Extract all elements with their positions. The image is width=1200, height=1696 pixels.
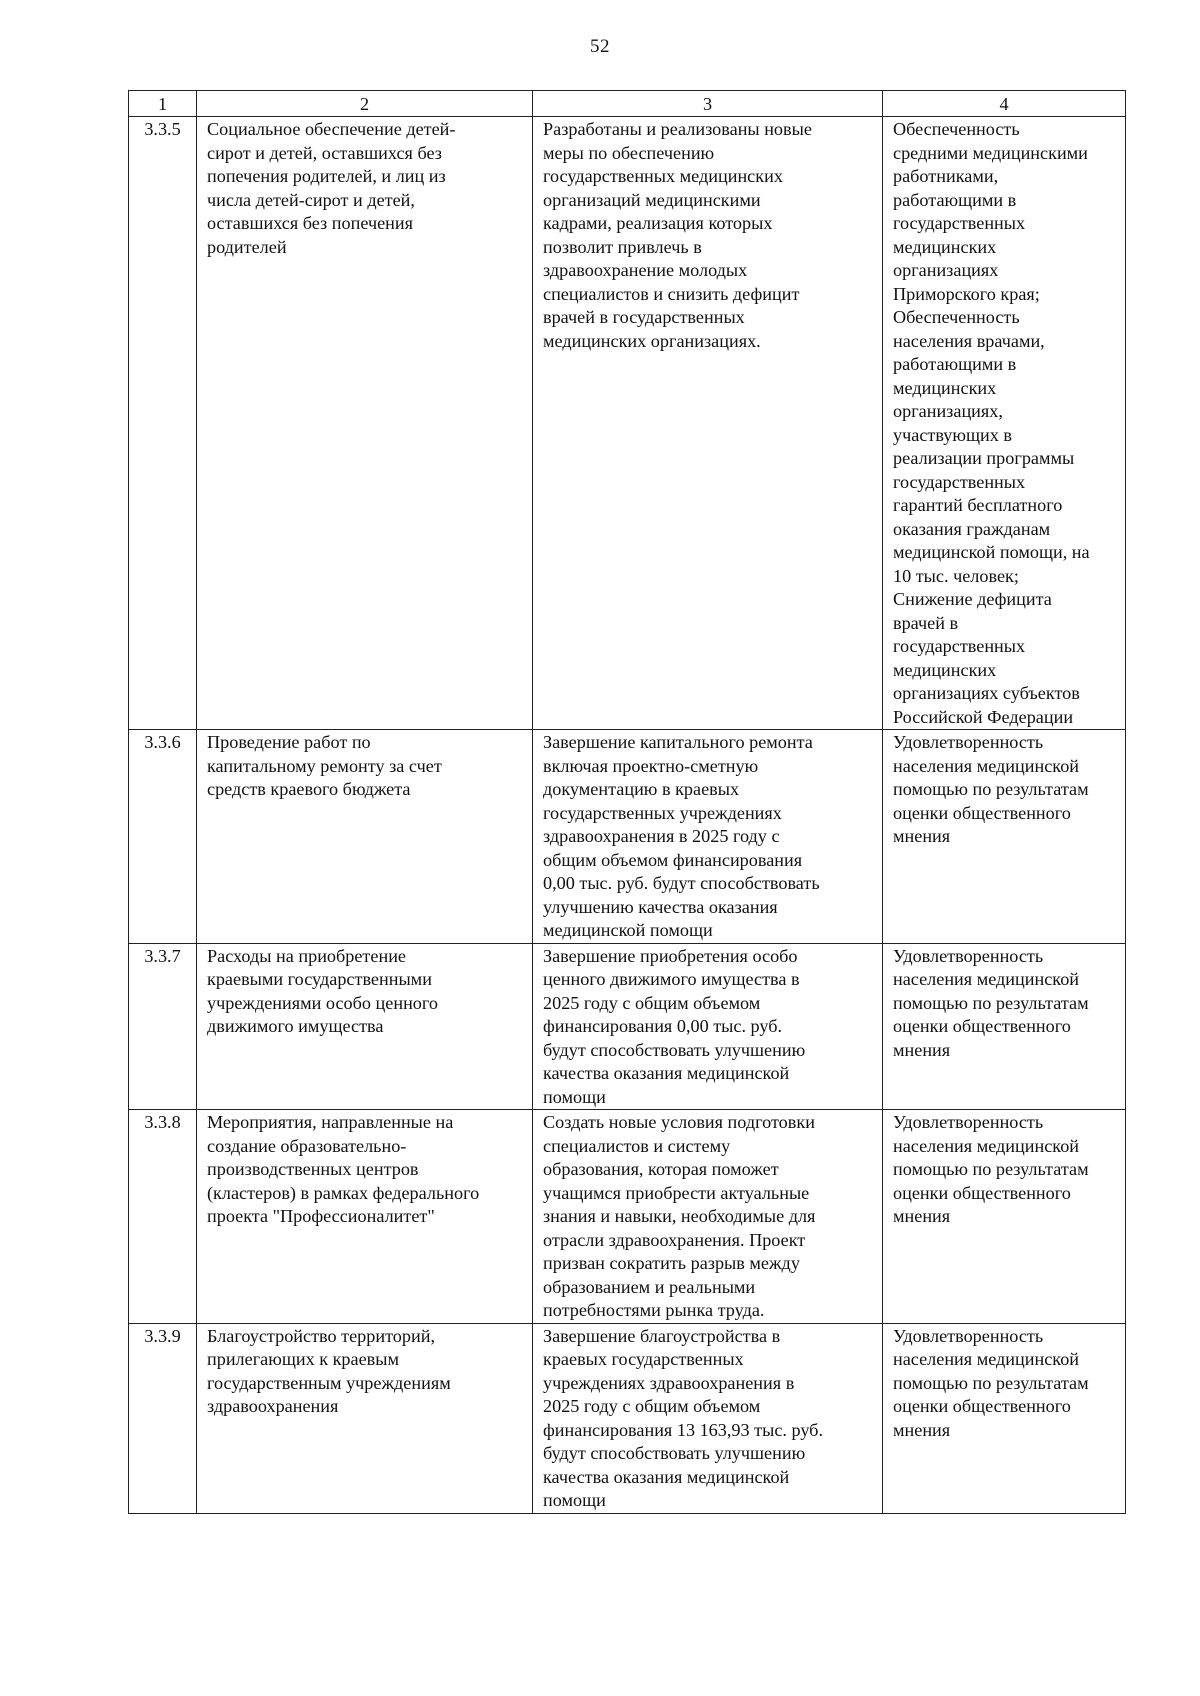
indicator: Удовлетворенность населения медицинской помощью по результатам оценки общественного мнения — [883, 1110, 1126, 1324]
table-row — [129, 117, 1126, 730]
indicator: Обеспеченность средними медицинскими работниками, работающими в государственных медицинских организациях Приморского края; Обеспеченность населения врачами, работающими в медицинских организациях, участвующих в реализации программы государственных гарантий бесплатного оказания гражданам медицинской помощи, на 10 тыс. человек; Снижение дефицита врачей в государственных медицинских организациях субъектов Российской Федерации — [883, 117, 1126, 730]
indicator: Удовлетворенность населения медицинской помощью по результатам оценки общественного мнения — [883, 730, 1126, 944]
expected-result: Завершение приобретения особо ценного движимого имущества в 2025 году с общим объемом финансирования 0,00 тыс. руб. будут способствовать улучшению качества оказания медицинской помощи — [533, 943, 883, 1110]
column-header-3: 3 — [533, 91, 883, 117]
expected-result: Создать новые условия подготовки специалистов и систему образования, которая поможет учащимся приобрести актуальные знания и навыки, необходимые для отрасли здравоохранения. Проект призван сократить разрыв между образованием и реальными потребностями рынка труда. — [533, 1110, 883, 1324]
table-row — [129, 730, 1126, 944]
row-number: 3.3.7 — [129, 943, 197, 1110]
expected-result: Завершение капитального ремонта включая проектно-сметную документацию в краевых государственных учреждениях здравоохранения в 2025 году с общим объемом финансирования 0,00 тыс. руб. будут способствовать улучшению качества оказания медицинской помощи — [533, 730, 883, 944]
measure-name: Социальное обеспечение детей- сирот и детей, оставшихся без попечения родителей, и лиц из числа детей-сирот и детей, оставшихся без попечения родителей — [197, 117, 533, 730]
row-number: 3.3.5 — [129, 117, 197, 730]
page-number: 52 — [590, 36, 610, 57]
measure-name: Расходы на приобретение краевыми государственными учреждениями особо ценного движимого имущества — [197, 943, 533, 1110]
row-number: 3.3.9 — [129, 1323, 197, 1513]
column-header-1: 1 — [129, 91, 197, 117]
row-number: 3.3.8 — [129, 1110, 197, 1324]
row-number: 3.3.6 — [129, 730, 197, 944]
measure-name: Благоустройство территорий, прилегающих к краевым государственным учреждениям здравоохранения — [197, 1323, 533, 1513]
table-row — [129, 1110, 1126, 1324]
expected-result: Завершение благоустройства в краевых государственных учреждениях здравоохранения в 2025 году с общим объемом финансирования 13 163,93 тыс. руб. будут способствовать улучшению качества оказания медицинской помощи — [533, 1323, 883, 1513]
indicator: Удовлетворенность населения медицинской помощью по результатам оценки общественного мнения — [883, 1323, 1126, 1513]
table-row — [129, 1323, 1126, 1513]
table-header-row — [129, 91, 1126, 117]
column-header-4: 4 — [883, 91, 1126, 117]
measure-name: Мероприятия, направленные на создание образовательно- производственных центров (кластеров) в рамках федерального проекта "Профессионалитет" — [197, 1110, 533, 1324]
measures-table — [128, 90, 1126, 1514]
table-row — [129, 943, 1126, 1110]
column-header-2: 2 — [197, 91, 533, 117]
measure-name: Проведение работ по капитальному ремонту за счет средств краевого бюджета — [197, 730, 533, 944]
indicator: Удовлетворенность населения медицинской помощью по результатам оценки общественного мнения — [883, 943, 1126, 1110]
expected-result: Разработаны и реализованы новые меры по обеспечению государственных медицинских организаций медицинскими кадрами, реализация которых позволит привлечь в здравоохранение молодых специалистов и снизить дефицит врачей в государственных медицинских организациях. — [533, 117, 883, 730]
